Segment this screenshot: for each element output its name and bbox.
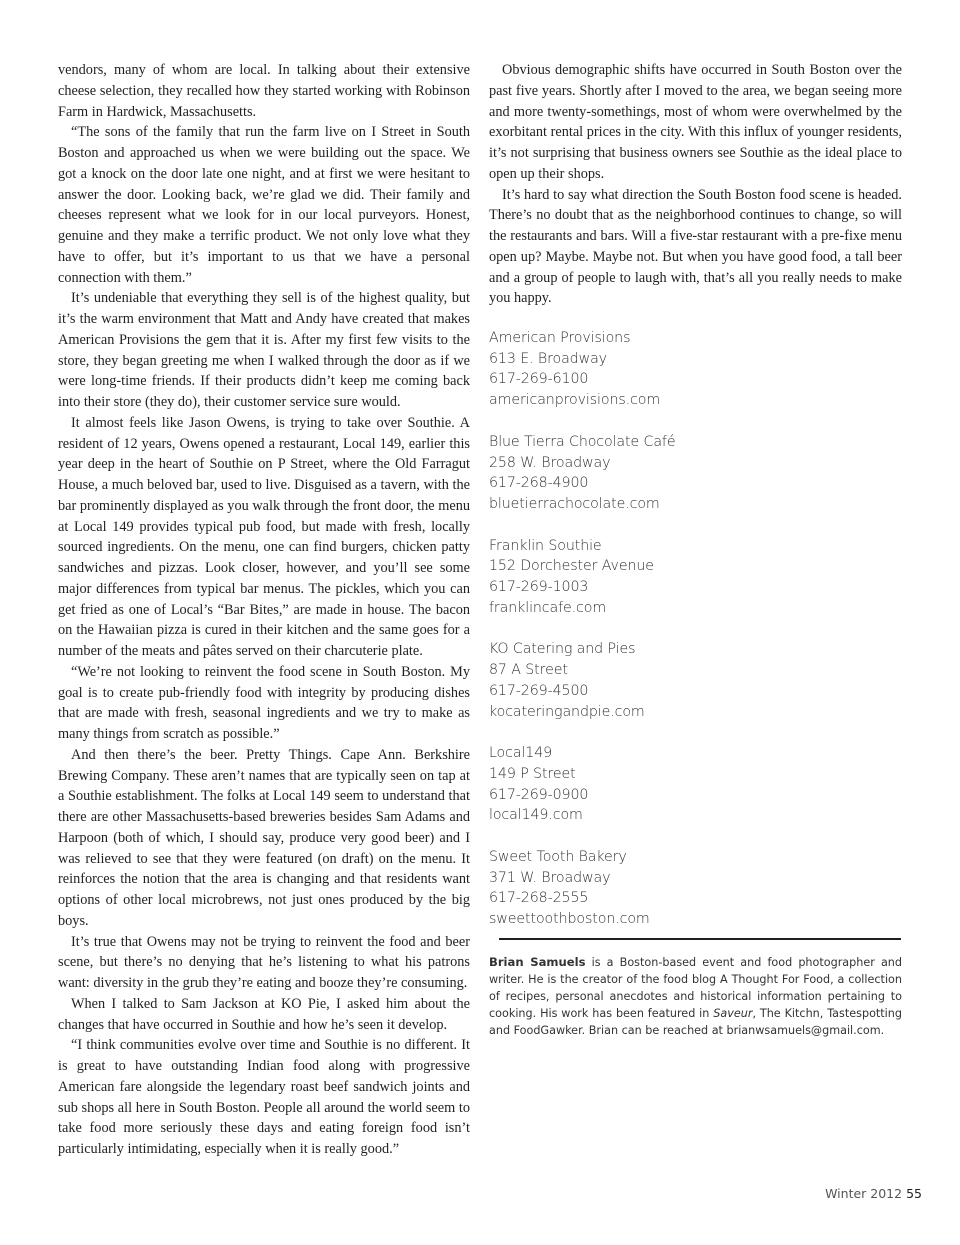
page-number: 55: [906, 1186, 922, 1201]
business-address: 258 W. Broadway: [489, 454, 611, 471]
business-address: 149 P Street: [489, 765, 576, 782]
business-name: Blue Tierra Chocolate Café: [489, 433, 676, 450]
business-address: 613 E. Broadway: [489, 350, 607, 367]
directory-entry: [489, 847, 902, 930]
directory-entry: [489, 639, 902, 722]
business-name: Sweet Tooth Bakery: [489, 849, 627, 866]
paragraph: It almost feels like Jason Owens, is trying to take over Southie. A resident of 12 years, Owens opened a restaurant, Local 149, earlier this year deep in the heart of Southie on P Street, where the Old Farragut House, a much beloved bar, used to live. Disguised as a tavern, with the bar prominently displayed as you walk through the front door, the menu at Local 149 provides typical pub food, but made with fresh, locally sourced ingredients. On the menu, one can find burgers, chicken patty sandwiches and pizzas. Look closer, however, and you’ll see some major differences from typical bar menus. The pickles, which you can get fried as one of Local’s “Bar Bites,” are made in house. The bacon on the Hawaiian pizza is cured in their kitchen and the same goes for a number of the meats and pâtes served on their charcuterie plate.: [58, 414, 470, 659]
paragraph: “We’re not looking to reinvent the food scene in South Boston. My goal is to create pub-friendly food with integrity by producing dishes that are made with fresh, seasonal ingredients and we try to make as many things from scratch as possible.”: [58, 663, 470, 742]
business-directory: [489, 328, 902, 930]
paragraph: It’s hard to say what direction the South Boston food scene is headed. There’s no doubt that as the neighborhood continues to change, so will the restaurants and bars. Will a five-star restaurant with a pre-fixe menu open up? Maybe. Maybe not. But when you have good food, a tall beer and a group of people to laugh with, that’s all you really needs to make you happy.: [489, 186, 902, 307]
author-name: Brian Samuels: [489, 954, 586, 969]
paragraph: When I talked to Sam Jackson at KO Pie, I asked him about the changes that have occurred in Southie and how he’s seen it develop.: [58, 995, 470, 1033]
bio-text: is a Boston-based event and food photographer and writer. He is the creator of the food blog A Thought For Food, a collection of recipes, personal anecdotes and historical information pertaining to cooking. His work has been featured in: [489, 955, 902, 1021]
business-phone: 617-269-6100: [489, 371, 589, 388]
business-name: American Provisions: [489, 330, 631, 346]
paragraph: vendors, many of whom are local. In talking about their extensive cheese selection, they recalled how they started working with Robinson Farm in Hardwick, Massachusetts.: [58, 62, 470, 120]
author-bio: [489, 954, 902, 1039]
directory-entry: [489, 328, 902, 411]
paragraph: It’s true that Owens may not be trying to reinvent the food and beer scene, but there’s no denying that he’s listening to what his patrons want: diversity in the grub they’re eating and booze they’re consuming.: [58, 933, 470, 991]
business-phone: 617-269-4500: [489, 682, 589, 699]
article-continuation: [489, 60, 902, 309]
page-footer: [825, 1186, 922, 1201]
directory-entry: [489, 432, 902, 515]
paragraph: “I think communities evolve over time and Southie is no different. It is great to have outstanding Indian food along with progressive American fare alongside the legendary roast beef sandwich joints and sub shops all here in South Boston. People all around the world seem to take food more seriously these days and eating foreign food isn’t particularly intimidating, especially when it is really good.”: [58, 1037, 470, 1157]
business-phone: 617-268-4900: [489, 475, 589, 492]
directory-entry: [489, 536, 902, 619]
business-website: franklincafe.com: [489, 599, 607, 616]
business-website: sweettoothboston.com: [489, 911, 650, 928]
divider-rule: [499, 938, 901, 940]
business-phone: 617-269-1003: [489, 579, 589, 596]
directory-entry: [489, 743, 902, 826]
bio-text: , The Kitchn, Tastespotting and FoodGawker. Brian can be reached at brianwsamuels@gmail.com.: [489, 1007, 902, 1038]
business-address: 87 A Street: [489, 662, 568, 679]
business-phone: 617-269-0900: [489, 786, 589, 803]
business-website: americanprovisions.com: [489, 392, 661, 409]
business-name: Franklin Southie: [489, 537, 602, 554]
paragraph: And then there’s the beer. Pretty Things. Cape Ann. Berkshire Brewing Company. These aren’t names that are typically seen on tap at a Southie establishment. The folks at Local 149 seem to understand that there are other Massachusetts-based breweries besides Sam Adams and Harpoon (both of which, I should say, produce very good beer) and I was relieved to see that they were featured (on draft) on the menu. It reinforces the notion that the area is changing and that residents want options of other local microbrews, not just ones produced by the big boys.: [58, 746, 470, 929]
left-column: [58, 60, 470, 1160]
publication-name: Saveur: [713, 1007, 753, 1021]
issue-label: Winter 2012: [825, 1186, 903, 1201]
business-website: local149.com: [489, 807, 583, 824]
business-website: bluetierrachocolate.com: [489, 495, 660, 512]
paragraph: Obvious demographic shifts have occurred in South Boston over the past five years. Shortly after I moved to the area, we began seeing more and more twenty-somethings, most of whom were overwhelmed by the exorbitant rental prices in the city. With this influx of younger residents, it’s not surprising that business owners see Southie as the ideal place to open up their shops.: [489, 62, 902, 182]
business-phone: 617-268-2555: [489, 890, 589, 907]
paragraph: “The sons of the family that run the farm live on I Street in South Boston and approached us when we were building out the space. We got a knock on the door late one night, and at first we were hesitant to answer the door. Looking back, we’re glad we did. Their family and cheeses represent what we look for in our local purveyors. Honest, genuine and they make a terrific product. We not only love what they have to offer, but it’s important to us that we have a personal connection with them.”: [58, 124, 470, 286]
right-column: [489, 60, 902, 1039]
business-name: KO Catering and Pies: [489, 641, 636, 658]
business-address: 371 W. Broadway: [489, 869, 611, 886]
business-name: Local149: [489, 745, 553, 762]
paragraph: It’s undeniable that everything they sell is of the highest quality, but it’s the warm environment that Matt and Andy have created that makes American Provisions the gem that it is. After my first few visits to the store, they began greeting me when I walked through the door as if we were long-time friends. If their products didn’t keep me coming back into their store (they do), their customer service sure would.: [58, 290, 470, 410]
business-address: 152 Dorchester Avenue: [489, 558, 654, 575]
business-website: kocateringandpie.com: [489, 703, 645, 720]
